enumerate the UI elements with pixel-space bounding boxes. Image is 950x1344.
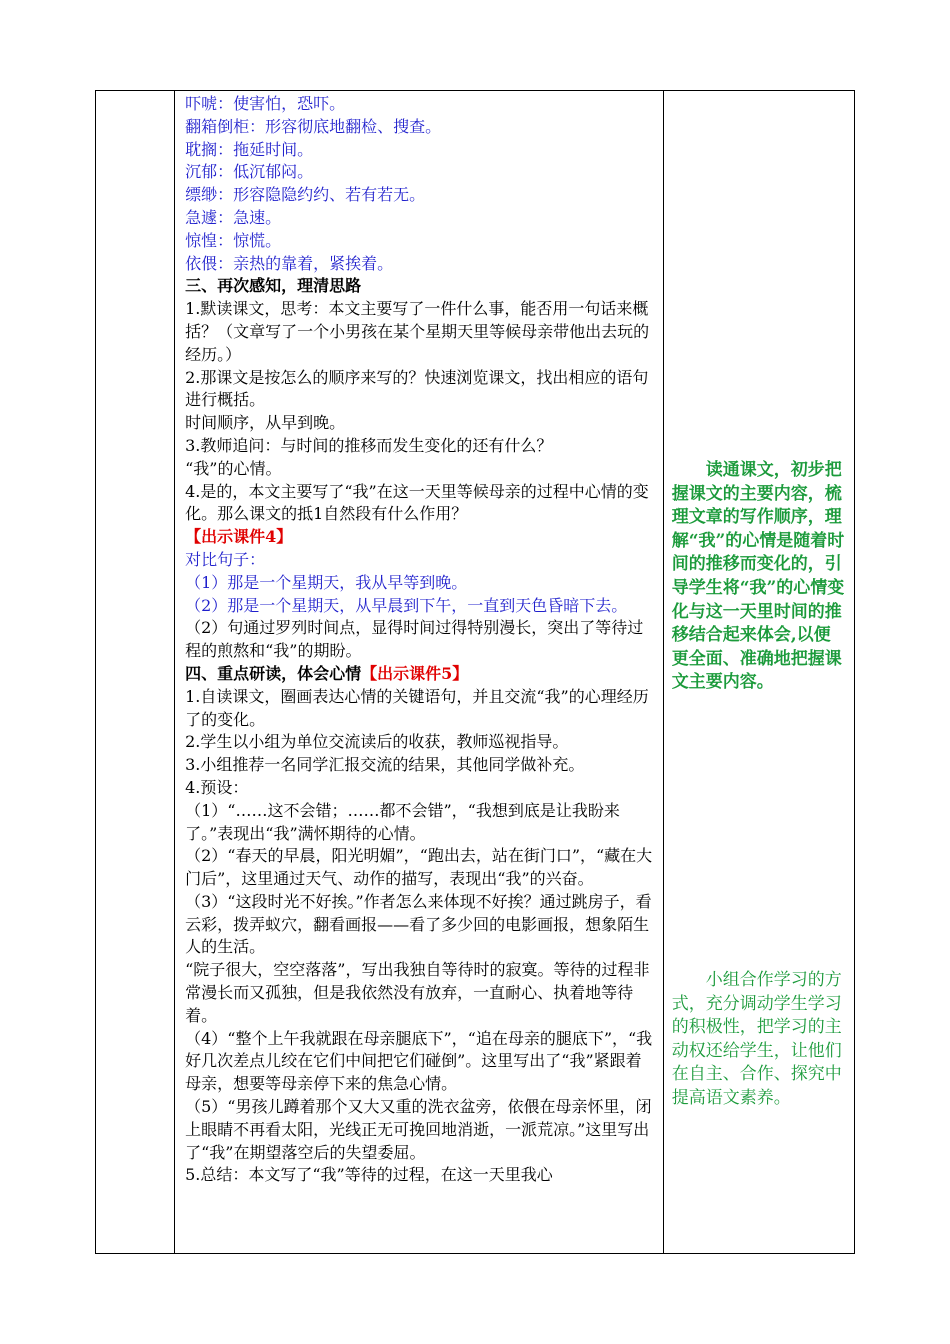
compare-label: 对比句子： (185, 549, 266, 569)
compare-sentence-2: （2）那是一个星期天，从早晨到下午，一直到天色昏暗下去。 (185, 595, 628, 615)
vocab-item: 依偎：亲热的靠着，紧挨着。 (185, 253, 394, 273)
courseware-4-label: 【出示课件4】 (185, 527, 293, 547)
example-3-continued: “院子很大，空空落落”，写出我独自等待时的寂寞。等待的过程非常漫长而又孤独，但是我依然没有放弃，一直耐心、执着地等待着。 (185, 960, 650, 1025)
compare-note: （2）句通过罗列时间点，显得时间过得特别漫长，突出了等待过程的煎熬和“我”的期盼。 (185, 618, 644, 661)
section4-title: 四、重点研读，体会心情 (185, 663, 362, 683)
section3-heading: 三、再次感知，理清思路 (185, 276, 362, 296)
content-column-cell (175, 91, 664, 1254)
question-4: 4.是的，本文主要写了“我”在这一天里等候母亲的过程中心情的变化。那么课文的抵1自然段有什么作用？ (185, 481, 649, 524)
example-1: （1）“……这不会错；……都不会错”，“我想到底是让我盼来了。”表现出“我”满怀期待的心情。 (185, 800, 620, 843)
step-1: 1.自读课文，圈画表达心情的关键语句，并且交流“我”的心理经历了的变化。 (185, 686, 649, 729)
example-2: （2）“春天的早晨，阳光明媚”，“跑出去，站在街门口”，“藏在大门后”，这里通过天气、动作的描写，表现出“我”的兴奋。 (185, 846, 653, 889)
compare-sentence-1: （1）那是一个星期天，我从早等到晚。 (185, 572, 468, 592)
notes-column (664, 91, 854, 1251)
section4-heading (185, 663, 657, 686)
notes-column-cell (663, 91, 854, 1254)
lesson-plan-table (95, 90, 855, 1254)
step-3: 3.小组推荐一名同学汇报交流的结果，其他同学做补充。 (185, 755, 585, 775)
vocab-item: 耽搁：拖延时间。 (185, 139, 314, 159)
design-note-2: 小组合作学习的方式，充分调动学生学习的积极性，把学习的主动权还给学生，让他们在自主、合作、探究中提高语文素养。 (671, 970, 842, 1108)
left-column-cell (96, 91, 175, 1254)
answer-2: 时间顺序，从早到晚。 (185, 413, 346, 433)
vocab-item: 翻箱倒柜：形容彻底地翻检、搜查。 (185, 116, 442, 136)
vocab-item: 缥缈：形容隐隐约约、若有若无。 (185, 185, 426, 205)
question-1: 1.默读课文，思考：本文主要写了一件什么事，能否用一句话来概括？（文章写了一个小男孩在某个星期天里等候母亲带他出去玩的经历。） (185, 299, 650, 364)
example-3: （3）“这段时光不好挨。”作者怎么来体现不好挨？通过跳房子，看云彩，拨弄蚁穴，翻看画报——看了多少回的电影画报，想象陌生人的生活。 (185, 891, 652, 957)
design-note-1: 读通课文，初步把握课文的主要内容，梳理文章的写作顺序，理解“我”的心情是随着时间的推移而变化的，引导学生将“我”的心情变化与这一天里时间的推移结合起来体会,以便更全面、准确地把握课文主要内容。 (671, 460, 845, 693)
vocab-item: 惊惶：惊慌。 (185, 230, 282, 250)
step-5-summary: 5.总结：本文写了“我”等待的过程，在这一天里我心 (185, 1165, 553, 1185)
vocab-item: 沉郁：低沉郁闷。 (185, 162, 314, 182)
step-2: 2.学生以小组为单位交流读后的收获，教师巡视指导。 (185, 732, 569, 752)
answer-3: “我”的心情。 (185, 458, 282, 478)
example-4: （4）“整个上午我就跟在母亲腿底下”，“追在母亲的腿底下”，“我好几次差点儿绞在它们中间把它们碰倒”。这里写出了“我”紧跟着母亲，想要等母亲停下来的焦急心情。 (185, 1028, 653, 1094)
step-4: 4.预设： (185, 777, 249, 797)
question-3: 3.教师追问：与时间的推移而发生变化的还有什么？ (185, 435, 553, 455)
question-2: 2.那课文是按怎么的顺序来写的？快速浏览课文，找出相应的语句进行概括。 (185, 367, 649, 410)
vocab-item: 吓唬：使害怕，恐吓。 (185, 94, 346, 113)
courseware-5-label: 【出示课件5】 (361, 663, 469, 683)
vocab-item: 急遽：急速。 (185, 207, 282, 227)
example-5: （5）“男孩儿蹲着那个又大又重的洗衣盆旁，依偎在母亲怀里，闭上眼睛不再看太阳，光线正无可挽回地消逝，一派荒凉。”这里写出了“我”在期望落空后的失望委屈。 (185, 1097, 652, 1162)
content-column (175, 91, 663, 1253)
